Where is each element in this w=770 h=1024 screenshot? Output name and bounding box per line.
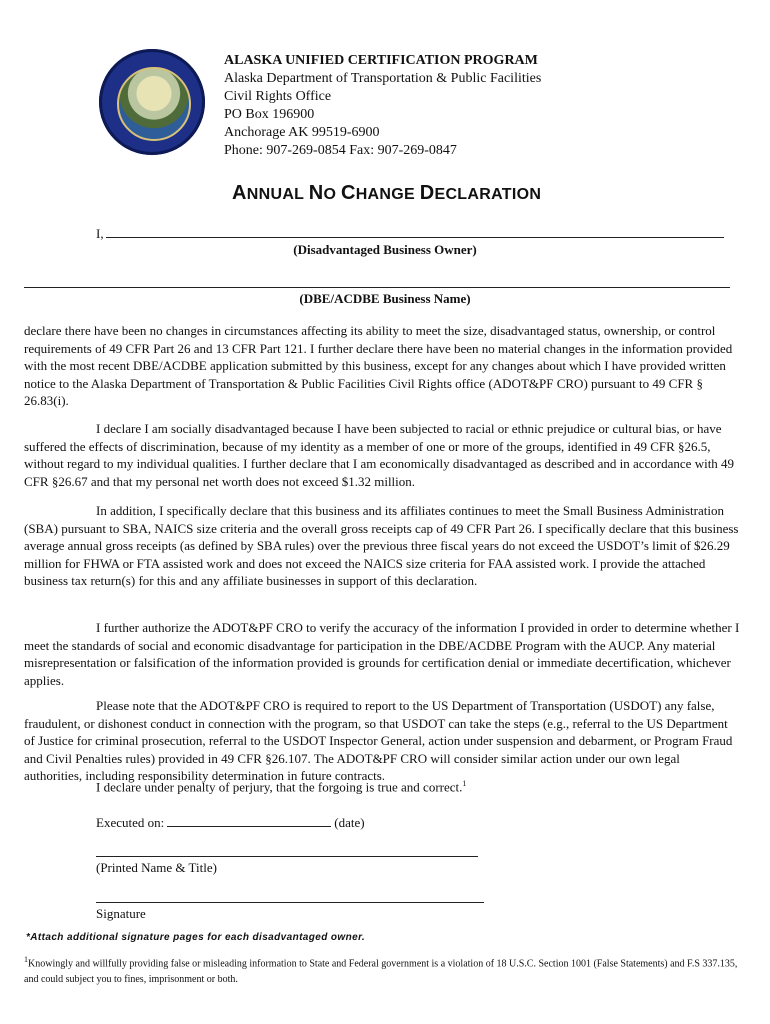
paragraph-declaration: declare there have been no changes in circumstances affecting its ability to meet the size, disadvantaged status, ownership, or control requirements of 49 CFR Part 26 and 13 CFR Part 121. I further declare there have been no material changes in the information provided with the most recent DBE/ACDBE application submitted by this business, except for any changes about which I have provided written notice to the Alaska Department of Transportation & Public Facilities Civil Rights office (ADOT&PF CRO) pursuant to 49 CFR § 26.83(i). <box>24 323 733 409</box>
attach-note: *Attach additional signature pages for each disadvantaged owner. <box>26 932 366 943</box>
date-line[interactable] <box>167 816 331 827</box>
title-small: NNUAL <box>246 186 309 203</box>
title-cap: C <box>340 182 356 204</box>
paragraph-social-disadvantage <box>24 420 740 490</box>
paragraph-reporting <box>24 697 740 785</box>
i-label: I, <box>96 226 104 241</box>
program-name: ALASKA UNIFIED CERTIFICATION PROGRAM <box>224 53 538 68</box>
paragraph-text: I further authorize the ADOT&PF CRO to verify the accuracy of the information I provided in order to determine whether I meet the standards of social and economic disadvantage for participation in the DBE/ACDBE Program with the AUCP. Any material misrepresentation or falsification of the information provided is grounds for certification denial or immediate decertification, whichever applies. <box>24 620 740 688</box>
executed-label: Executed on: <box>96 815 165 830</box>
perjury-statement <box>96 779 466 795</box>
owner-caption: (Disadvantaged Business Owner) <box>293 242 477 257</box>
title-small: O <box>323 186 341 203</box>
title-small: ECLARATION <box>434 186 542 203</box>
perjury-text: I declare under penalty of perjury, that the forgoing is true and correct. <box>96 779 463 795</box>
footnote-number: 1 <box>24 955 28 964</box>
paragraph-authorization <box>24 619 740 689</box>
city-line: Anchorage AK 99519-6900 <box>224 125 380 140</box>
state-seal-logo <box>99 49 205 155</box>
paragraph-sba <box>24 502 740 590</box>
letterhead <box>224 52 541 160</box>
title-small: HANGE <box>355 186 420 203</box>
office-name: Civil Rights Office <box>224 89 332 104</box>
title-cap: D <box>419 182 435 204</box>
printed-name-label: (Printed Name & Title) <box>96 860 217 875</box>
owner-name-line[interactable] <box>106 227 724 238</box>
signature-label: Signature <box>96 906 146 921</box>
paragraph-text: In addition, I specifically declare that this business and its affiliates continues to meet the Small Business Administration (SBA) pursuant to SBA, NAICS size criteria and the overall gross receipts cap of 49 CFR Part 26. I specifically declare that this business average annual gross receipts (as defined by SBA rules) over the previous three fiscal years do not exceed the USDOT’s limit of $26.29 million for FHWA or FTA assisted work and does not exceed the NAICS size criteria for FAA assisted work. I provide the attached business tax return(s) for this and any affiliate businesses in support of this declaration. <box>24 503 739 589</box>
paragraph-text: Please note that the ADOT&PF CRO is required to report to the US Department of Transportation (USDOT) any false, fraudulent, or dishonest conduct in connection with the program, so that USDOT can take the steps (e.g., referral to the US Department of Justice for criminal prosecution, referral to the USDOT Inspector General, action under suspension and debarment, or Program Fraud and Civil Penalties rules) provided in 49 CFR §26.107. The ADOT&PF CRO will consider similar action under our own legal authorities, including responsibility determination in future contracts. <box>24 698 733 784</box>
title-cap: N <box>308 182 324 204</box>
paragraph-text: I declare I am socially disadvantaged because I have been subjected to racial or ethnic prejudice or cultural bias, or have suffered the effects of discrimination, because of my identity as a member of one or more of the groups, identified in 49 CFR §26.5, without regard to my individual qualities. I further declare that I am economically disadvantaged as described and in accordance with 49 CFR §26.67 and that my personal net worth does not exceed $1.32 million. <box>24 421 735 489</box>
phone-line: Phone: 907-269-0854 Fax: 907-269-0847 <box>224 143 457 158</box>
date-label: (date) <box>334 815 365 830</box>
signature-line[interactable] <box>96 902 484 903</box>
po-box: PO Box 196900 <box>224 107 315 122</box>
footnote-text: Knowingly and willfully providing false or misleading information to State and Federal government is a violation of 18 U.S.C. Section 1001 (False Statements) and F.S 337.135, and could subject you to fines, imprisonment or both. <box>24 958 738 986</box>
business-caption: (DBE/ACDBE Business Name) <box>299 291 471 306</box>
page-title <box>232 182 541 205</box>
owner-name-field[interactable] <box>96 226 730 242</box>
department-name: Alaska Department of Transportation & Public Facilities <box>224 71 542 86</box>
footnote <box>24 952 740 988</box>
seal-emblem <box>117 67 191 141</box>
executed-on-field <box>96 815 365 831</box>
printed-name-line[interactable] <box>96 856 478 857</box>
business-name-line[interactable] <box>24 287 730 288</box>
title-cap: A <box>232 182 247 204</box>
footnote-ref: 1 <box>462 779 467 788</box>
